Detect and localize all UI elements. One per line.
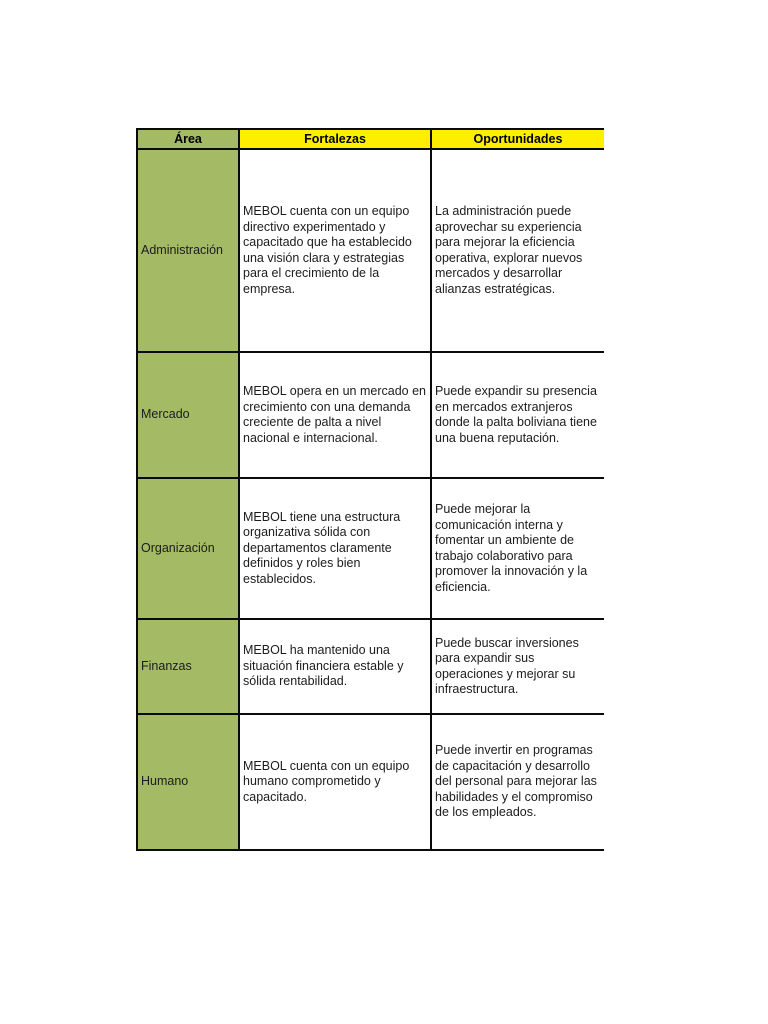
area-cell: Mercado — [137, 352, 239, 478]
table-row-humano — [137, 714, 604, 850]
oportunidades-cell: Puede invertir en programas de capacitación y desarrollo del personal para mejorar las habilidades y el compromiso de los empleados. — [431, 714, 604, 850]
table-row-administracion — [137, 149, 604, 352]
oportunidades-cell: Puede expandir su presencia en mercados extranjeros donde la palta boliviana tiene una buena reputación. — [431, 352, 604, 478]
header-area: Área — [137, 129, 239, 149]
table-row-finanzas — [137, 619, 604, 714]
area-cell: Organización — [137, 478, 239, 619]
area-cell: Administración — [137, 149, 239, 352]
area-cell: Finanzas — [137, 619, 239, 714]
fortalezas-cell: MEBOL cuenta con un equipo humano comprometido y capacitado. — [239, 714, 431, 850]
table-row-mercado — [137, 352, 604, 478]
table-header-row — [137, 129, 604, 149]
oportunidades-cell: Puede buscar inversiones para expandir sus operaciones y mejorar su infraestructura. — [431, 619, 604, 714]
oportunidades-cell: La administración puede aprovechar su experiencia para mejorar la eficiencia operativa, explorar nuevos mercados y desarrollar alianzas estratégicas. — [431, 149, 604, 352]
swot-table — [136, 128, 604, 851]
fortalezas-cell: MEBOL ha mantenido una situación financiera estable y sólida rentabilidad. — [239, 619, 431, 714]
header-oportunidades: Oportunidades — [431, 129, 604, 149]
header-fortalezas: Fortalezas — [239, 129, 431, 149]
area-cell: Humano — [137, 714, 239, 850]
fortalezas-cell: MEBOL cuenta con un equipo directivo experimentado y capacitado que ha establecido una visión clara y estrategias para el crecimiento de la empresa. — [239, 149, 431, 352]
fortalezas-cell: MEBOL tiene una estructura organizativa sólida con departamentos claramente definidos y roles bien establecidos. — [239, 478, 431, 619]
table-row-organizacion — [137, 478, 604, 619]
oportunidades-cell: Puede mejorar la comunicación interna y fomentar un ambiente de trabajo colaborativo para promover la innovación y la eficiencia. — [431, 478, 604, 619]
fortalezas-cell: MEBOL opera en un mercado en crecimiento con una demanda creciente de palta a nivel nacional e internacional. — [239, 352, 431, 478]
